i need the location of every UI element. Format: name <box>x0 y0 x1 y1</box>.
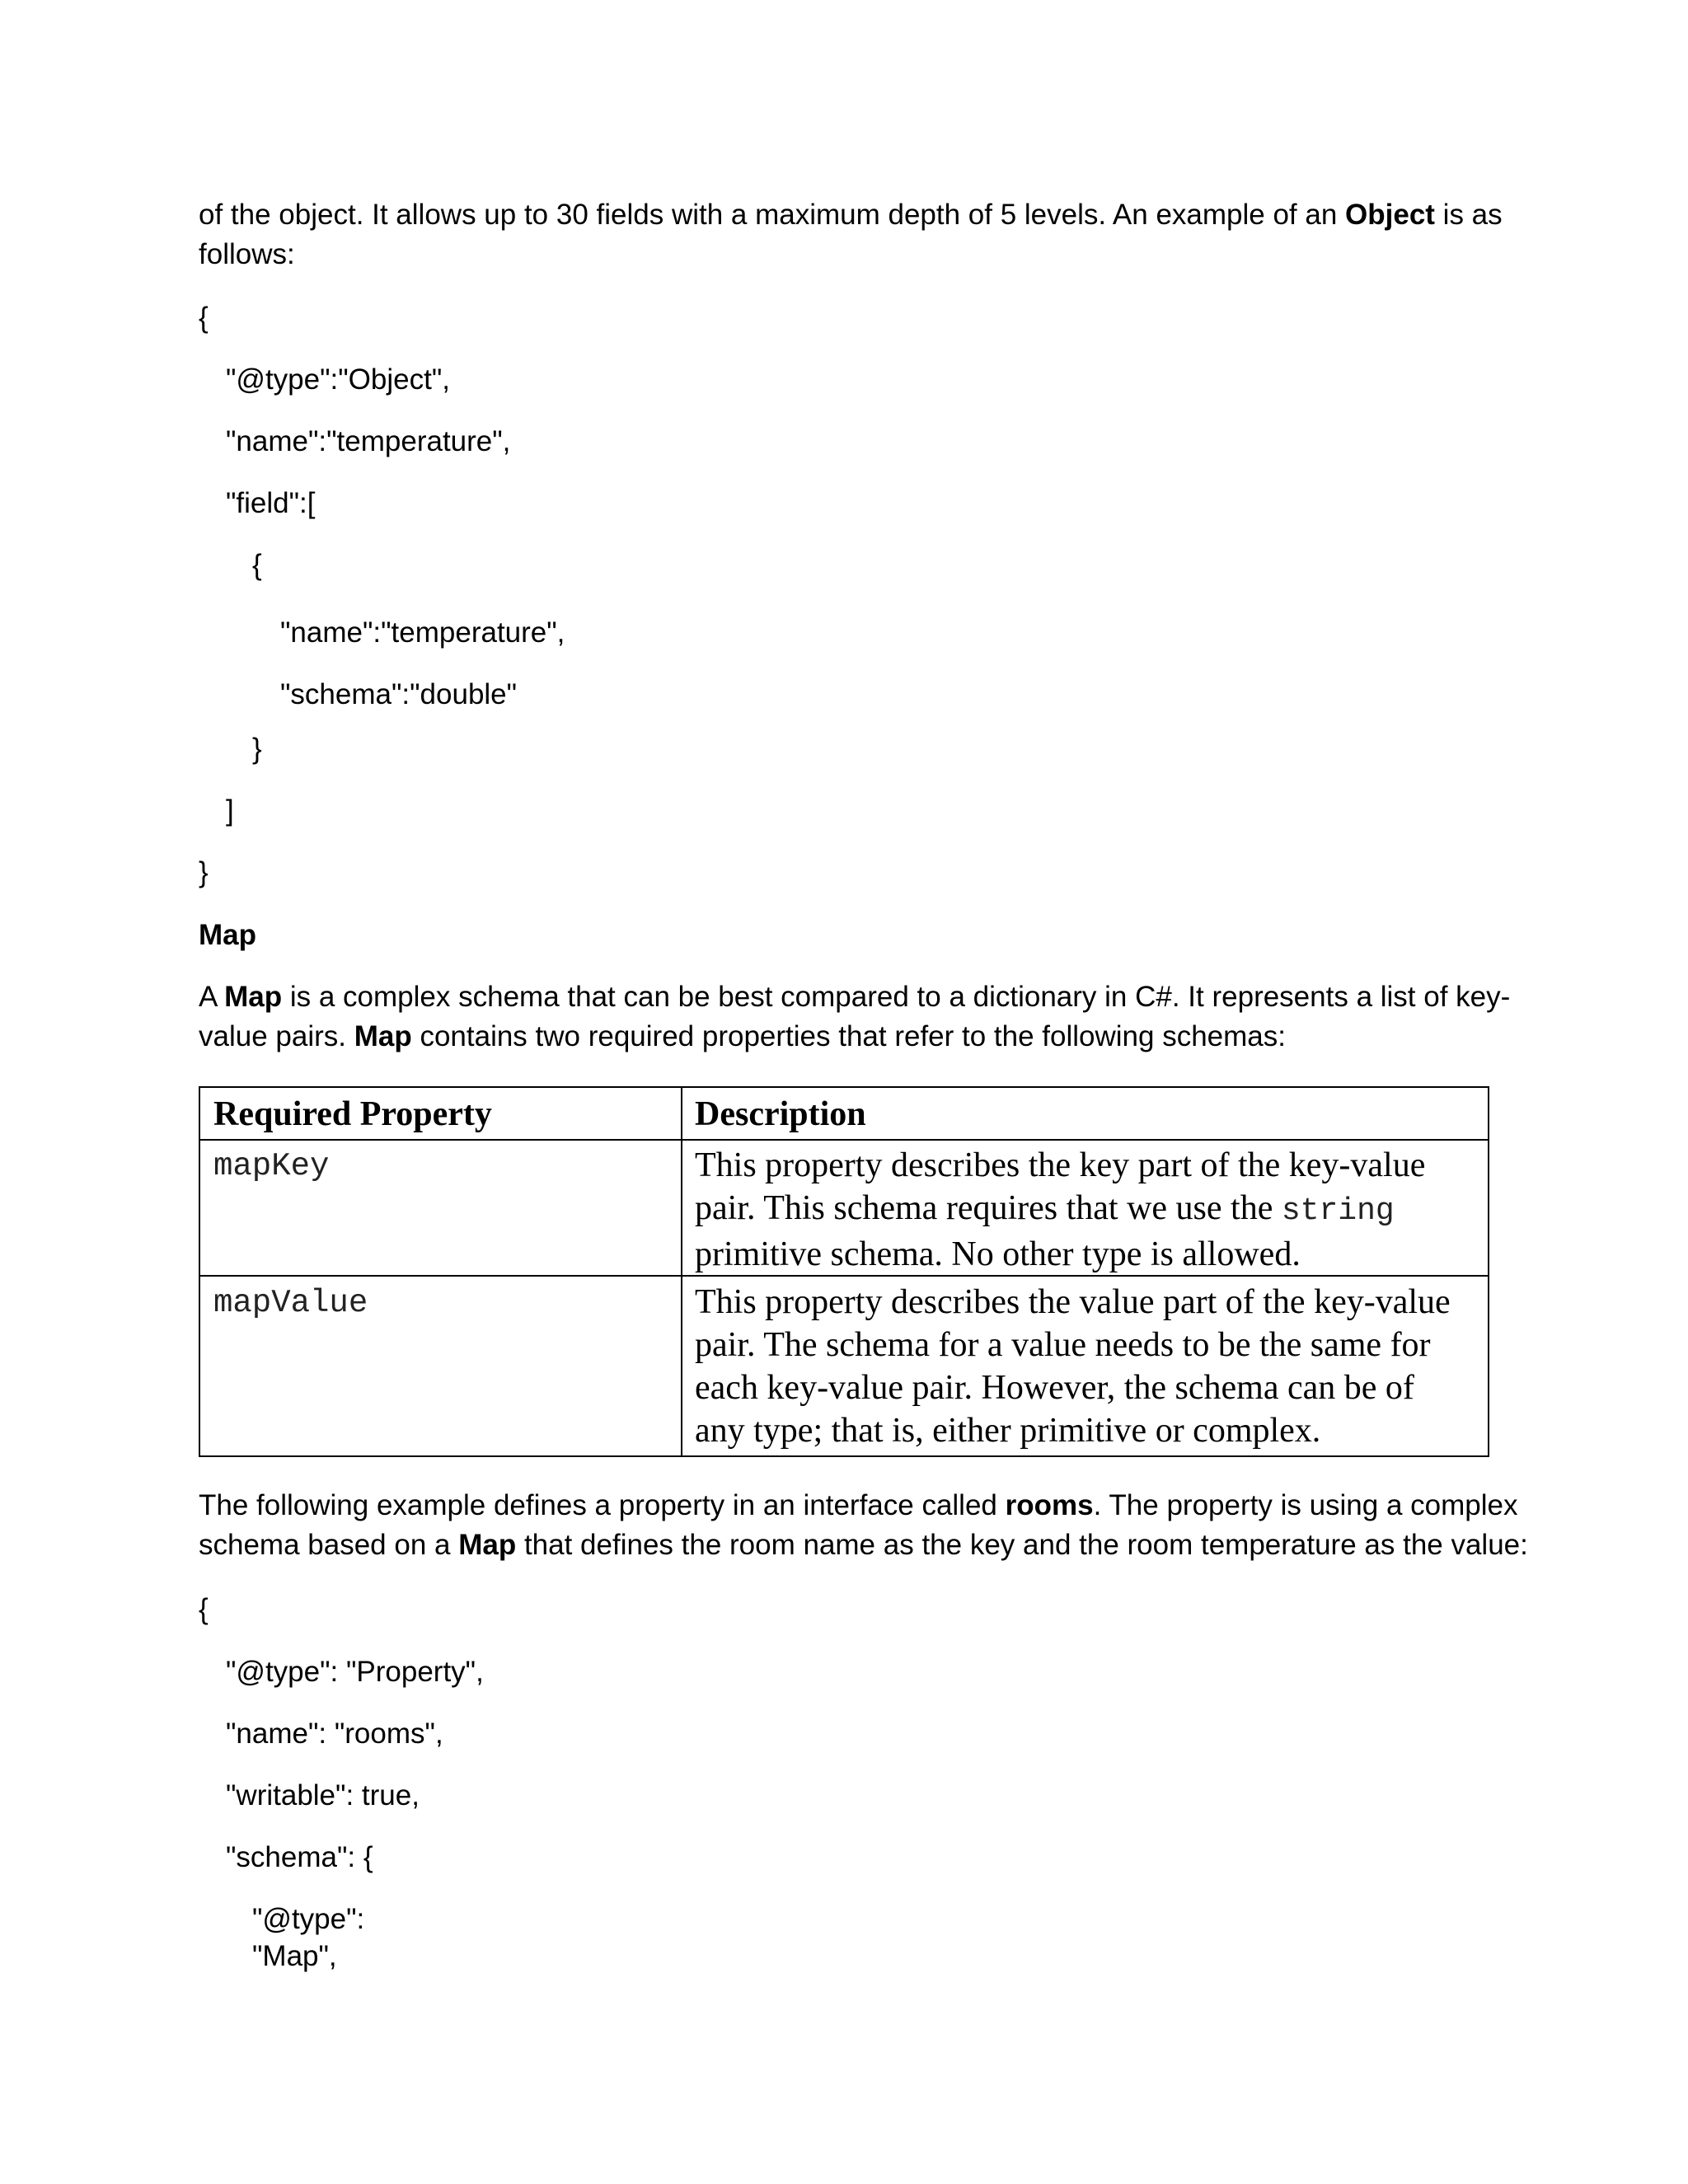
map-term: Map <box>224 981 283 1013</box>
map-text: value pairs. <box>199 1020 354 1052</box>
description-line: pair. The schema for a value needs to be the same for <box>695 1326 1431 1364</box>
section-heading-map: Map <box>199 919 256 951</box>
code-line: "Map", <box>252 1940 337 1972</box>
intro-text-end: is as <box>1434 199 1503 231</box>
rooms-term: rooms <box>1005 1489 1094 1521</box>
table-header-property: Required Property <box>213 1095 492 1133</box>
header-divider <box>200 1139 1488 1141</box>
code-line: "@type": <box>252 1903 365 1935</box>
rooms-text: schema based on a <box>199 1529 459 1561</box>
code-line: "name":"temperature", <box>280 616 565 649</box>
code-line: "writable": true, <box>226 1779 420 1811</box>
map-text: contains two required properties that refer to the following schemas: <box>411 1020 1286 1052</box>
intro-text: of the object. It allows up to 30 fields with a maximum depth of 5 levels. An example of an <box>199 199 1346 231</box>
code-line: "schema": { <box>226 1841 373 1873</box>
code-line: { <box>199 1593 209 1625</box>
map-text: is a complex schema that can be best compared to a dictionary in C#. It represents a list of key- <box>282 981 1511 1013</box>
rooms-text: The following example defines a property in an interface called <box>199 1489 1006 1521</box>
code-line: "name":"temperature", <box>226 425 511 457</box>
code-line: "@type":"Object", <box>226 363 450 396</box>
code-line: } <box>199 856 209 888</box>
description-line: This property describes the key part of the key-value <box>695 1146 1426 1184</box>
table-cell-property: mapKey <box>213 1148 330 1184</box>
code-line: { <box>252 549 262 581</box>
description-text: pair. This schema requires that we use the <box>695 1189 1282 1227</box>
table-cell-description <box>695 1281 1486 1452</box>
table-cell-property: mapValue <box>213 1285 368 1321</box>
description-line: This property describes the value part of the key-value <box>695 1283 1451 1321</box>
code-line: } <box>252 733 262 765</box>
inline-code: string <box>1281 1193 1395 1229</box>
description-line: any type; that is, either primitive or complex. <box>695 1412 1321 1450</box>
rooms-text: . The property is using a complex <box>1093 1489 1518 1521</box>
table-header-description: Description <box>695 1095 866 1133</box>
code-line: { <box>199 302 209 334</box>
column-divider <box>681 1088 682 1455</box>
code-line: "@type": "Property", <box>226 1656 484 1688</box>
code-line: "schema":"double" <box>280 678 518 710</box>
rooms-text: that defines the room name as the key and the room temperature as the value: <box>516 1529 1528 1561</box>
description-line <box>695 1187 1486 1233</box>
map-text: A <box>199 981 225 1013</box>
object-term: Object <box>1345 199 1435 231</box>
description-line: primitive schema. No other type is allowed. <box>695 1235 1301 1273</box>
code-line: "name": "rooms", <box>226 1718 443 1750</box>
map-term: Map <box>458 1529 517 1561</box>
code-line: "field":[ <box>226 487 316 519</box>
code-line: ] <box>226 794 234 827</box>
description-line: each key-value pair. However, the schema can be of <box>695 1369 1414 1407</box>
map-paragraph-line-1 <box>199 977 1510 1017</box>
intro-line-2: follows: <box>199 238 295 270</box>
schema-properties-table <box>199 1086 1489 1457</box>
table-cell-description <box>695 1144 1486 1276</box>
rooms-paragraph-line-1 <box>199 1486 1517 1526</box>
map-paragraph-line-2 <box>199 1017 1286 1057</box>
rooms-paragraph-line-2 <box>199 1526 1528 1565</box>
map-term: Map <box>354 1020 412 1052</box>
intro-line-1 <box>199 195 1503 235</box>
